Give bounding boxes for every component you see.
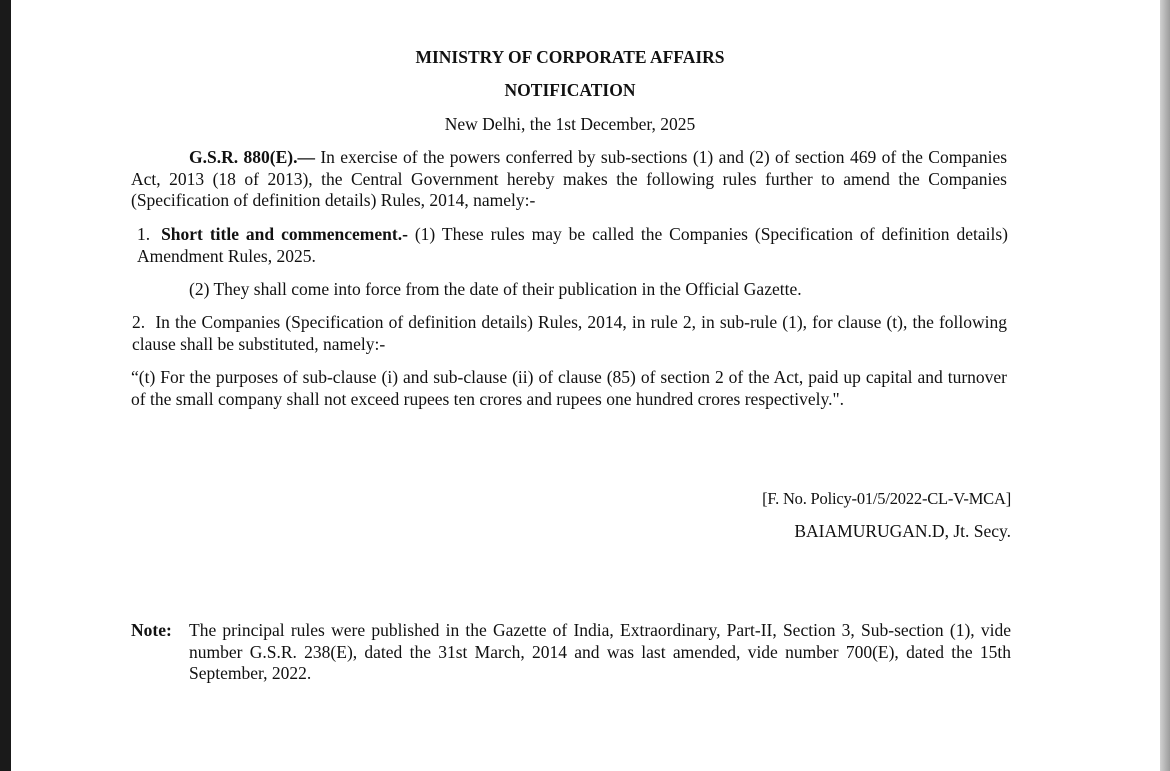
rule-1-heading: Short title and commencement.-	[161, 224, 408, 244]
signatory: BAIAMURUGAN.D, Jt. Secy.	[794, 521, 1011, 541]
rule-1-text: (1) These rules may be called the Companies (Specification of definition details) Amendment Rules, 2025.	[137, 224, 1008, 266]
rule-1	[136, 224, 1008, 267]
place-date: New Delhi, the 1st December, 2025	[444, 114, 696, 134]
note-label: Note:	[131, 620, 172, 640]
note-text: The principal rules were published in the Gazette of India, Extraordinary, Part-II, Section 3, Sub-section (1), vide number G.S.R. 238(E), dated the 31st March, 2014 and was last amended, vide number 700(E), dated the 15th September, 2022.	[189, 620, 1011, 683]
substituted-clause: “(t) For the purposes of sub-clause (i) and sub-clause (ii) of clause (85) of section 2 of the Act, paid up capital and turnover of the small company shall not exceed rupees ten crores and rupees one hundred crores respectively.".	[131, 367, 1007, 409]
rule-1-subrule-2: (2) They shall come into force from the date of their publication in the Official Gazette.	[189, 279, 802, 299]
gsr-number: G.S.R. 880(E).—	[189, 147, 315, 167]
rule-2-text: In the Companies (Specification of definition details) Rules, 2014, in rule 2, in sub-rule (1), for clause (t), the following clause shall be substituted, namely:-	[132, 312, 1008, 354]
rule-2-number: 2.	[132, 312, 146, 332]
file-number: [F. No. Policy-01/5/2022-CL-V-MCA]	[762, 489, 1011, 508]
intro-text: In exercise of the powers conferred by sub-sections (1) and (2) of section 469 of the Companies Act, 2013 (18 of 2013), the Central Government hereby makes the following rules further to amend the Companies (Specification of definition details) Rules, 2014, namely:-	[131, 147, 1008, 210]
viewer-scroll-edge	[1160, 0, 1170, 771]
document-page	[11, 0, 1160, 771]
rule-1-number: 1.	[137, 224, 151, 244]
viewer-left-border	[0, 0, 11, 771]
notification-title: NOTIFICATION	[504, 80, 636, 100]
ministry-title: MINISTRY OF CORPORATE AFFAIRS	[415, 47, 725, 67]
intro-paragraph	[131, 147, 1007, 212]
rule-2	[132, 312, 1007, 355]
